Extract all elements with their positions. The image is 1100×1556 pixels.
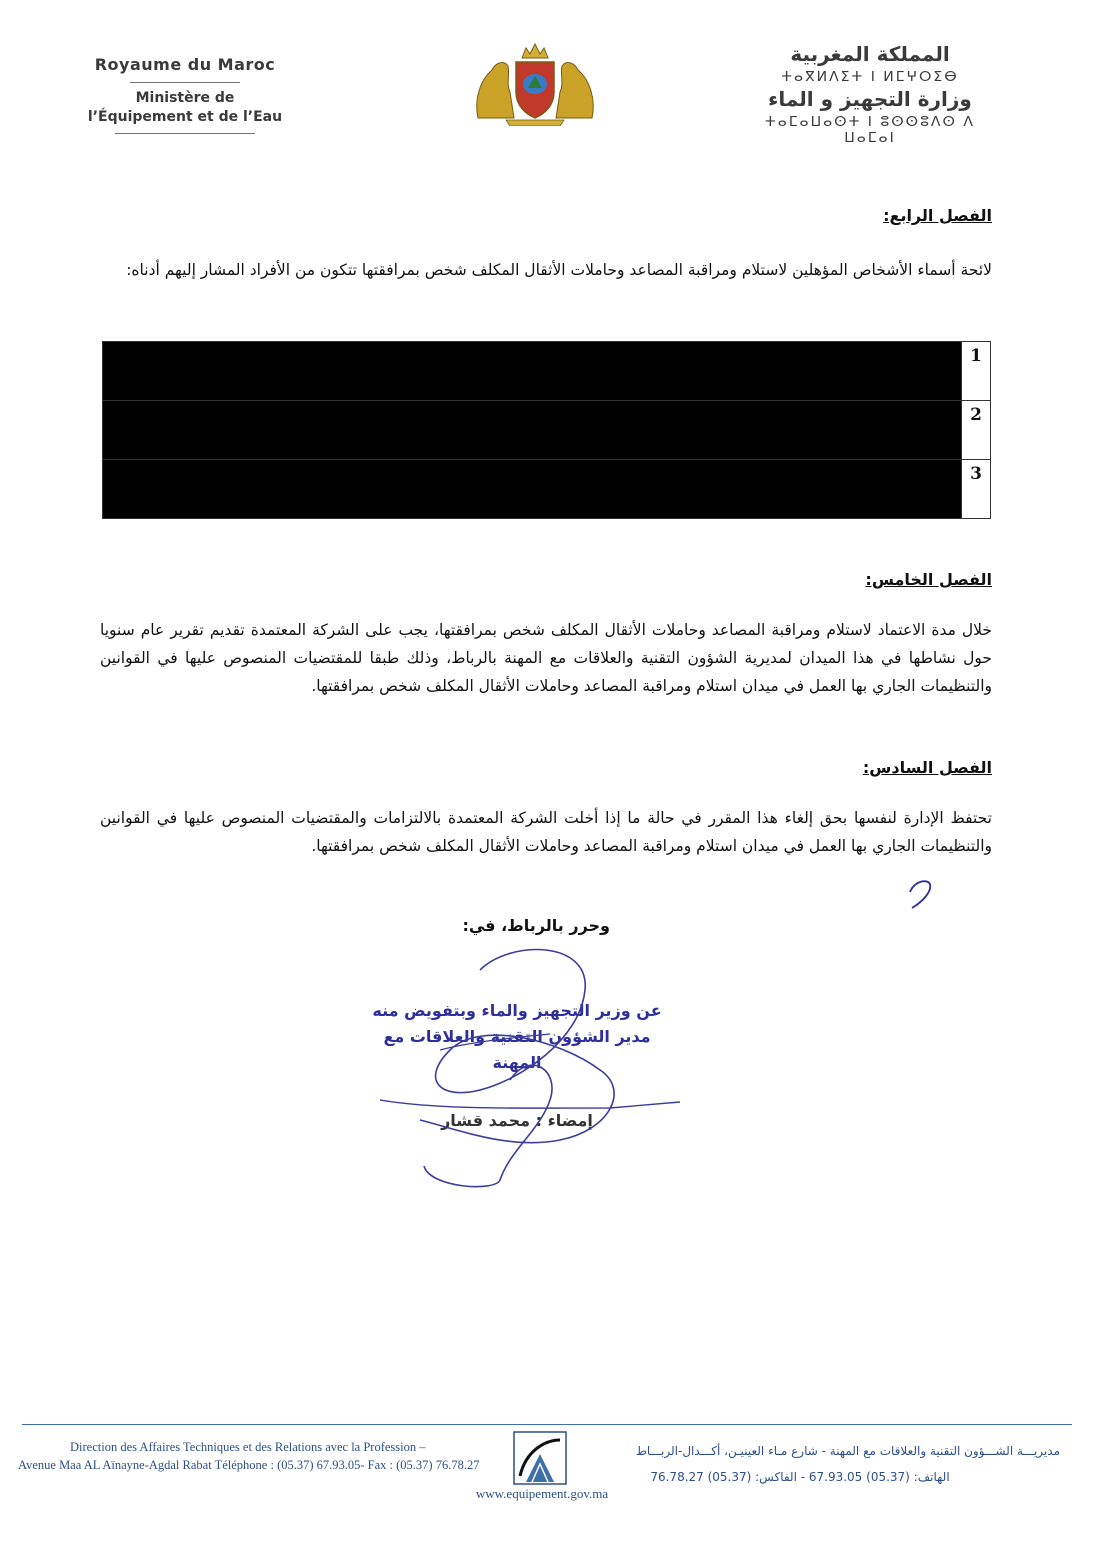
footer-arabic <box>620 1438 1060 1490</box>
ministry-logo-icon <box>512 1430 568 1486</box>
footer-ar-line-1: مديريـــة الشـــؤون التقنية والعلاقات مع المهنة - شارع مـاء العينيـن، أكـــدال-الربـــاط <box>635 1444 1060 1458</box>
header-tifinagh-kingdom: ⵜⴰⴳⵍⴷⵉⵜ ⵏ ⵍⵎⵖⵔⵉⴱ <box>781 69 959 85</box>
redacted-name <box>103 342 962 401</box>
table-row <box>103 460 991 519</box>
row-number: 3 <box>962 460 991 519</box>
handwritten-signature-icon <box>360 930 690 1200</box>
section-5-text: خلال مدة الاعتماد لاستلام ومراقبة المصاعد وحاملات الأثقال المكلف شخص بمرافقتها، يجب على الشركة المعتمدة تقديم تقرير عام سنويا حول نشاطها في هذا الميدان لمديرية الشؤون التقنية والعلاقات مع المهنة بالرباط، وذلك طبقا للمقتضيات المنصوص عليها في القوانين والتنظيمات الجاري بها العمل في ميدان استلام ومراقبة المصاعد وحاملات الأثقال المكلف شخص بمرافقتها. <box>100 621 992 695</box>
header-ar-ministry: وزارة التجهيز و الماء <box>768 87 972 111</box>
header-fr-kingdom: Royaume du Maroc <box>94 55 276 74</box>
table-row <box>103 342 991 401</box>
written-at: وحرر بالرباط، في: <box>462 916 610 935</box>
header-fr-ministry-line2: l’Équipement et de l’Eau <box>87 109 283 125</box>
stamp-line-1: عن وزير التجهيز والماء وبتفويض منه <box>372 1001 662 1020</box>
header-fr-ministry-line1: Ministère de <box>135 90 235 106</box>
coat-of-arms-icon <box>470 40 600 126</box>
header-tifinagh-ministry: ⵜⴰⵎⴰⵡⴰⵙⵜ ⵏ ⵓⵙⵙⵓⴷⵙ ⴷ ⵡⴰⵎⴰⵏ <box>765 114 975 146</box>
header-divider <box>130 82 240 83</box>
section-6-text: تحتفظ الإدارة لنفسها بحق إلغاء هذا المقرر في حالة ما إذا أخلت الشركة المعتمدة بالالتزامات والمقتضيات المنصوص عليها في القوانين والتنظيمات الجاري بها العمل في ميدان استلام ومراقبة المصاعد وحاملات الأثقال المكلف شخص بمرافقتها. <box>100 809 992 855</box>
section-4-text: لائحة أسماء الأشخاص المؤهلين لاستلام ومراقبة المصاعد وحاملات الأثقال المكلف شخص بمرافقتها تتكون من الأفراد المشار إليهم أدناه: <box>126 261 992 279</box>
redacted-name <box>103 401 962 460</box>
footer-divider <box>22 1424 1072 1425</box>
footer-website[interactable]: www.equipement.gov.ma <box>475 1486 609 1501</box>
footer-french <box>18 1438 508 1474</box>
footer-fr-line-1: Direction des Affaires Techniques et des Relations avec la Profession – <box>70 1440 426 1454</box>
row-number: 2 <box>962 401 991 460</box>
section-6-title: الفصل السادس: <box>862 758 992 777</box>
footer-fr-line-2: Avenue Maa AL Aïnayne-Agdal Rabat Téléphone : (05.37) 67.93.05- Fax : (05.37) 76.78.27 <box>18 1458 480 1472</box>
header-divider <box>115 133 255 134</box>
footer-ar-phone: الهاتف: (05.37) 67.93.05 - الفاكس: (05.37) 76.78.27 <box>650 1470 950 1484</box>
header-french <box>40 55 330 134</box>
header-ar-kingdom: المملكة المغربية <box>790 42 950 66</box>
header-arabic <box>740 42 1000 146</box>
section-4-title: الفصل الرابع: <box>883 206 992 225</box>
names-table <box>102 341 991 519</box>
stamp-line-2: مدير الشؤون التقنية والعلاقات مع المهنة <box>383 1027 651 1072</box>
redacted-name <box>103 460 962 519</box>
table-row <box>103 401 991 460</box>
row-number: 1 <box>962 342 991 401</box>
signatory: إمضاء : محمد قشار <box>441 1111 593 1130</box>
initial-mark-icon <box>900 862 940 910</box>
section-5-title: الفصل الخامس: <box>865 570 992 589</box>
